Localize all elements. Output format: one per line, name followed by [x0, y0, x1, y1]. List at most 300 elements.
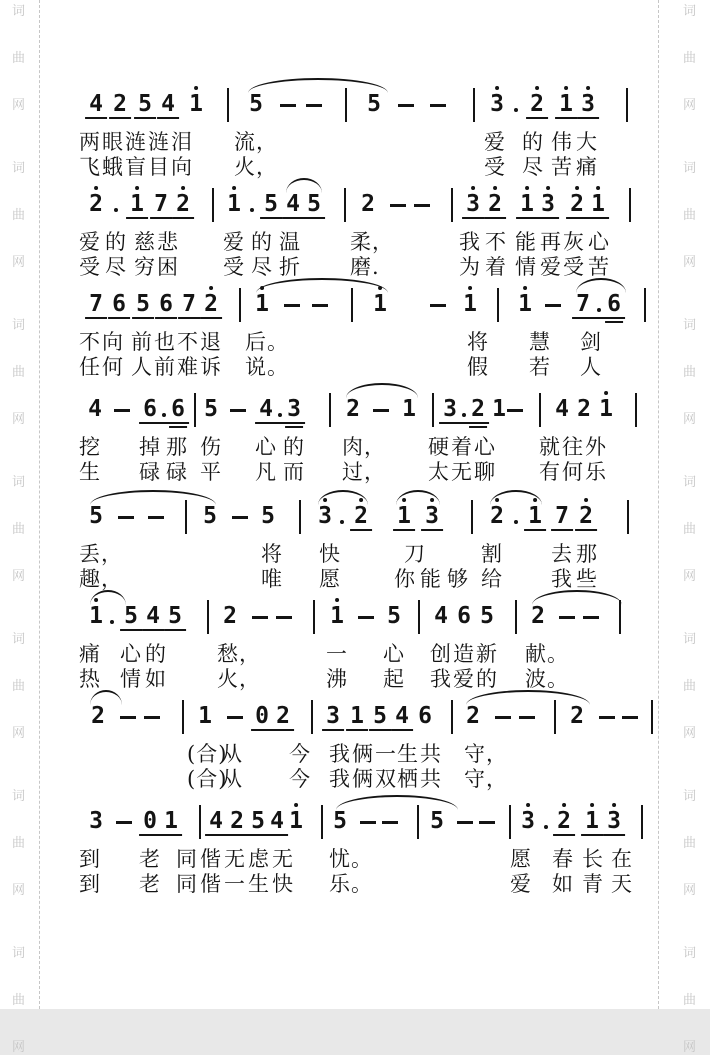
- note-digit: 5: [89, 503, 103, 529]
- sustain-dash: [519, 716, 535, 719]
- note-digit: 1: [463, 293, 477, 316]
- beam-line: [266, 834, 288, 836]
- barline: [626, 88, 628, 122]
- slur-arc: [336, 795, 458, 810]
- watermark-char: 曲: [683, 208, 697, 223]
- barline: [539, 393, 541, 427]
- lyric-text: 爱: [223, 230, 245, 254]
- watermark-char: 词: [683, 475, 697, 490]
- beam-line: [421, 529, 443, 531]
- lyric-text: 爱: [453, 667, 475, 691]
- lyric-text: 假: [467, 355, 489, 379]
- sustain-dash: [430, 104, 446, 107]
- beam-line: [285, 426, 303, 428]
- lyric-text: 受: [79, 255, 101, 279]
- note-digit: 3: [89, 808, 103, 834]
- lyric-text: 难: [177, 355, 199, 379]
- lyric-text: 泪: [171, 130, 193, 154]
- lyric-text: 如: [145, 667, 167, 691]
- watermark-char: 网: [12, 726, 26, 741]
- note-digit: 5: [367, 91, 381, 117]
- lyric-text: 苦: [588, 255, 610, 279]
- sustain-dash: [232, 516, 248, 519]
- note-digit: 3: [318, 505, 332, 528]
- lyric-text: (合): [187, 742, 228, 766]
- barline: [651, 700, 653, 734]
- lyric-text: 盲: [125, 155, 147, 179]
- lyric-text: 心: [383, 642, 405, 666]
- note-digit: 6: [171, 398, 185, 421]
- octave-dot: [495, 86, 499, 90]
- note-digit: 2: [466, 703, 480, 729]
- octave-dot: [335, 598, 339, 602]
- watermark-char: 词: [12, 946, 26, 961]
- barline: [207, 600, 209, 634]
- note-digit: 0: [255, 705, 269, 728]
- note-digit: 1: [289, 810, 303, 833]
- lyric-text: 生: [248, 872, 270, 896]
- octave-dot: [525, 186, 529, 190]
- beam-line: [167, 422, 189, 424]
- octave-dot: [612, 803, 616, 807]
- note-digit: 1: [350, 705, 364, 728]
- lyric-text: 向: [171, 155, 193, 179]
- sustain-dash: [360, 821, 376, 824]
- lyric-text: 生: [397, 742, 419, 766]
- lyric-text: 的: [522, 130, 544, 154]
- sustain-dash: [622, 716, 638, 719]
- lyric-text: 俩: [352, 742, 374, 766]
- note-digit: 1: [520, 193, 534, 216]
- lyric-text: 青: [582, 872, 604, 896]
- watermark-char: 网: [683, 412, 697, 427]
- lyric-text: 的: [283, 435, 305, 459]
- lyric-text: 流，: [234, 130, 278, 154]
- note-digit: 7: [555, 505, 569, 528]
- watermark-char: 曲: [12, 993, 26, 1008]
- lyric-text: 无: [224, 847, 246, 871]
- lyric-text: 两: [79, 130, 101, 154]
- lyric-text: 尽: [251, 255, 273, 279]
- lyric-text: 碌: [139, 460, 161, 484]
- note-digit: 2: [354, 505, 368, 528]
- lyric-text: 说。: [245, 355, 289, 379]
- slur-arc: [90, 490, 216, 505]
- note-digit: 2: [530, 93, 544, 116]
- sustain-dash: [227, 716, 243, 719]
- beam-line: [587, 217, 609, 219]
- lyric-text: 将: [467, 330, 489, 354]
- sustain-dash: [280, 104, 296, 107]
- lyric-text: 剑: [580, 330, 602, 354]
- beam-line: [160, 834, 182, 836]
- lyric-text: 痛: [576, 155, 598, 179]
- lyric-text: 同: [176, 847, 198, 871]
- augmentation-dot: [514, 520, 518, 524]
- lyric-text: 双: [375, 767, 397, 791]
- lyric-text: 挖: [79, 435, 101, 459]
- beam-line: [577, 117, 599, 119]
- lyric-text: 柔，: [350, 230, 394, 254]
- lyric-text: 到: [79, 872, 101, 896]
- note-digit: 1: [559, 93, 573, 116]
- lyric-text: 快: [319, 542, 341, 566]
- note-digit: 3: [607, 810, 621, 833]
- lyric-text: 困: [157, 255, 179, 279]
- lyric-text: 目: [148, 155, 170, 179]
- watermark-char: 曲: [12, 51, 26, 66]
- watermark-char: 曲: [12, 522, 26, 537]
- lyric-text: 天: [611, 872, 633, 896]
- note-digit: 4: [286, 193, 300, 216]
- lyric-text: 生: [79, 460, 101, 484]
- note-digit: 2: [89, 193, 103, 216]
- lyric-text: 爱: [484, 130, 506, 154]
- beam-line: [132, 317, 154, 319]
- octave-dot: [604, 391, 608, 395]
- slur-arc: [532, 590, 622, 605]
- watermark-char: 网: [12, 412, 26, 427]
- lyric-text: 前: [154, 355, 176, 379]
- sustain-dash: [120, 716, 136, 719]
- watermark-char: 词: [12, 475, 26, 490]
- note-digit: 2: [488, 193, 502, 216]
- lyric-text: 何: [562, 460, 584, 484]
- note-digit: 1: [518, 293, 532, 316]
- note-digit: 7: [89, 293, 103, 316]
- barline: [515, 600, 517, 634]
- lyric-text: 为: [459, 255, 481, 279]
- beam-line: [346, 729, 368, 731]
- octave-dot: [596, 186, 600, 190]
- note-digit: 6: [418, 703, 432, 729]
- lyric-text: 我: [430, 667, 452, 691]
- lyric-text: 愁，: [217, 642, 261, 666]
- slur-arc: [490, 490, 542, 505]
- beam-line: [142, 629, 164, 631]
- beam-line: [303, 217, 325, 219]
- beam-line: [169, 426, 187, 428]
- barline: [554, 700, 556, 734]
- beam-line: [282, 217, 304, 219]
- beam-line: [85, 317, 107, 319]
- note-digit: 6: [607, 293, 621, 316]
- lyric-text: 而: [283, 460, 305, 484]
- octave-dot: [523, 286, 527, 290]
- lyric-text: 心: [474, 435, 496, 459]
- note-digit: 3: [581, 93, 595, 116]
- beam-line: [85, 117, 107, 119]
- lyric-text: 我: [329, 767, 351, 791]
- dashed-rule: [39, 0, 40, 1009]
- lyric-text: 一: [326, 642, 348, 666]
- beam-line: [120, 629, 142, 631]
- lyric-text: 的: [251, 230, 273, 254]
- lyric-text: 我: [551, 567, 573, 591]
- watermark-char: 网: [683, 726, 697, 741]
- lyric-text: 那: [166, 435, 188, 459]
- barline: [451, 188, 453, 222]
- beam-line: [553, 834, 575, 836]
- lyric-text: 受: [563, 255, 585, 279]
- barline: [627, 500, 629, 534]
- lyric-text: 慧: [529, 330, 551, 354]
- sustain-dash: [312, 304, 328, 307]
- note-digit: 1: [189, 93, 203, 116]
- lyric-text: 过，: [342, 460, 386, 484]
- sustain-dash: [414, 204, 430, 207]
- lyric-text: 能: [420, 567, 442, 591]
- slur-arc: [318, 490, 368, 505]
- augmentation-dot: [250, 208, 254, 212]
- barline: [182, 700, 184, 734]
- note-digit: 3: [287, 398, 301, 421]
- sustain-dash: [306, 104, 322, 107]
- lyric-text: 太: [428, 460, 450, 484]
- lyric-text: 献。: [525, 642, 569, 666]
- lyric-text: 的: [476, 667, 498, 691]
- lyric-text: 从: [221, 742, 243, 766]
- beam-line: [155, 317, 177, 319]
- watermark-char: 网: [12, 883, 26, 898]
- beam-line: [134, 117, 156, 119]
- barline: [194, 393, 196, 427]
- note-digit: 3: [521, 810, 535, 833]
- lyric-text: 伟: [551, 130, 573, 154]
- sustain-dash: [545, 304, 561, 307]
- note-digit: 2: [113, 93, 127, 116]
- note-digit: 2: [204, 293, 218, 316]
- beam-line: [524, 529, 546, 531]
- watermark-char: 曲: [683, 679, 697, 694]
- watermark-char: 词: [683, 4, 697, 19]
- dashed-rule: [658, 0, 659, 1009]
- lyric-text: 热: [79, 667, 101, 691]
- sustain-dash: [148, 516, 164, 519]
- slur-arc: [396, 490, 440, 505]
- barline: [351, 288, 353, 322]
- lyric-text: 我: [459, 230, 481, 254]
- barline: [619, 600, 621, 634]
- augmentation-dot: [462, 413, 466, 417]
- note-digit: 1: [591, 193, 605, 216]
- octave-dot: [471, 186, 475, 190]
- beam-line: [526, 117, 548, 119]
- lyric-text: 乐: [585, 460, 607, 484]
- note-digit: 2: [490, 505, 504, 528]
- sustain-dash: [116, 821, 132, 824]
- beam-line: [272, 729, 294, 731]
- note-digit: 4: [146, 605, 160, 628]
- lyric-text: 老: [139, 847, 161, 871]
- lyric-text: 平: [200, 460, 222, 484]
- lyric-text: 向: [102, 330, 124, 354]
- note-digit: 2: [276, 705, 290, 728]
- lyric-text: 肉，: [342, 435, 386, 459]
- note-digit: 4: [555, 396, 569, 422]
- watermark-char: 网: [12, 1040, 26, 1055]
- note-digit: 3: [443, 398, 457, 421]
- lyric-text: 爱: [79, 230, 101, 254]
- lyric-text: (合): [187, 767, 228, 791]
- note-digit: 4: [89, 93, 103, 116]
- note-digit: 4: [395, 705, 409, 728]
- note-digit: 6: [457, 603, 471, 629]
- lyric-text: 再: [540, 230, 562, 254]
- sustain-dash: [457, 821, 473, 824]
- note-digit: 1: [255, 293, 269, 316]
- note-digit: 1: [330, 605, 344, 628]
- lyric-text: 不: [79, 330, 101, 354]
- lyric-text: 不: [177, 330, 199, 354]
- note-digit: 1: [397, 505, 411, 528]
- barline: [345, 88, 347, 122]
- beam-line: [484, 217, 506, 219]
- beam-line: [369, 729, 391, 731]
- lyric-text: 硬: [428, 435, 450, 459]
- octave-dot: [468, 286, 472, 290]
- barline: [641, 805, 643, 839]
- octave-dot: [546, 186, 550, 190]
- note-digit: 5: [264, 193, 278, 216]
- octave-dot: [584, 498, 588, 502]
- lyric-text: 掉: [139, 435, 161, 459]
- barline: [644, 288, 646, 322]
- octave-dot: [535, 86, 539, 90]
- sustain-dash: [358, 616, 374, 619]
- barline: [313, 600, 315, 634]
- watermark-char: 曲: [683, 836, 697, 851]
- lyric-text: 慈: [134, 230, 156, 254]
- beam-line: [603, 317, 625, 319]
- beam-line: [139, 834, 161, 836]
- barline: [417, 805, 419, 839]
- octave-dot: [564, 86, 568, 90]
- note-digit: 2: [570, 703, 584, 729]
- beam-line: [537, 217, 559, 219]
- beam-line: [555, 117, 577, 119]
- note-digit: 5: [124, 605, 138, 628]
- note-digit: 2: [176, 193, 190, 216]
- octave-dot: [590, 803, 594, 807]
- lyric-text: 共: [420, 742, 442, 766]
- lyric-text: 何: [102, 355, 124, 379]
- lyric-text: 大: [576, 130, 598, 154]
- sustain-dash: [252, 616, 268, 619]
- barline: [509, 805, 511, 839]
- note-digit: 5: [430, 808, 444, 834]
- lyric-text: 沸: [326, 667, 348, 691]
- beam-line: [226, 834, 248, 836]
- lyric-text: 去: [551, 542, 573, 566]
- note-digit: 2: [223, 603, 237, 629]
- note-digit: 2: [230, 810, 244, 833]
- augmentation-dot: [514, 108, 518, 112]
- lyric-text: 受: [484, 155, 506, 179]
- watermark-char: 曲: [12, 208, 26, 223]
- beam-line: [150, 217, 172, 219]
- watermark-char: 网: [683, 98, 697, 113]
- lyric-text: 造: [453, 642, 475, 666]
- lyric-text: 涟: [125, 130, 147, 154]
- lyric-text: 愿: [510, 847, 532, 871]
- lyric-text: 飞: [79, 155, 101, 179]
- watermark-char: 词: [683, 318, 697, 333]
- lyric-text: 若: [529, 355, 551, 379]
- lyric-text: 心: [588, 230, 610, 254]
- barline: [629, 188, 631, 222]
- watermark-char: 曲: [683, 993, 697, 1008]
- watermark-char: 网: [12, 255, 26, 270]
- watermark-char: 网: [683, 883, 697, 898]
- note-digit: 5: [203, 503, 217, 529]
- barline: [239, 288, 241, 322]
- note-digit: 5: [168, 605, 182, 628]
- octave-dot: [209, 286, 213, 290]
- watermark-char: 曲: [683, 365, 697, 380]
- barline: [473, 88, 475, 122]
- lyric-text: 从: [221, 767, 243, 791]
- barline: [227, 88, 229, 122]
- lyric-text: 悲: [157, 230, 179, 254]
- note-digit: 3: [541, 193, 555, 216]
- octave-dot: [294, 803, 298, 807]
- lyric-text: 的: [145, 642, 167, 666]
- lyric-text: 外: [585, 435, 607, 459]
- octave-dot: [493, 186, 497, 190]
- note-digit: 1: [89, 605, 103, 628]
- octave-dot: [586, 86, 590, 90]
- barline: [471, 500, 473, 534]
- beam-line: [200, 317, 222, 319]
- beam-line: [322, 729, 344, 731]
- sustain-dash: [382, 821, 398, 824]
- sustain-dash: [559, 616, 575, 619]
- lyric-text: 往: [562, 435, 584, 459]
- note-digit: 5: [480, 603, 494, 629]
- lyric-text: 守，: [464, 767, 508, 791]
- beam-line: [605, 321, 623, 323]
- note-digit: 4: [209, 810, 223, 833]
- sustain-dash: [479, 821, 495, 824]
- lyric-text: 快: [272, 872, 294, 896]
- beam-line: [603, 834, 625, 836]
- lyric-text: 伤: [200, 435, 222, 459]
- note-digit: 7: [182, 293, 196, 316]
- augmentation-dot: [278, 413, 282, 417]
- note-digit: 5: [373, 705, 387, 728]
- note-digit: 2: [471, 398, 485, 421]
- lyric-text: 给: [481, 567, 503, 591]
- beam-line: [205, 834, 227, 836]
- watermark-char: 曲: [12, 836, 26, 851]
- lyric-text: 火，: [234, 155, 278, 179]
- lyric-text: 不: [485, 230, 507, 254]
- lyric-text: 长: [582, 847, 604, 871]
- beam-line: [462, 217, 484, 219]
- lyric-text: 唯: [261, 567, 283, 591]
- lyric-text: 爱: [540, 255, 562, 279]
- sustain-dash: [398, 104, 414, 107]
- note-digit: 1: [198, 703, 212, 729]
- lyric-text: 涟: [148, 130, 170, 154]
- lyric-text: 在: [611, 847, 633, 871]
- barline: [344, 188, 346, 222]
- beam-line: [516, 217, 538, 219]
- note-digit: 5: [307, 193, 321, 216]
- lyric-text: 虑: [248, 847, 270, 871]
- lyric-text: 后。: [245, 330, 289, 354]
